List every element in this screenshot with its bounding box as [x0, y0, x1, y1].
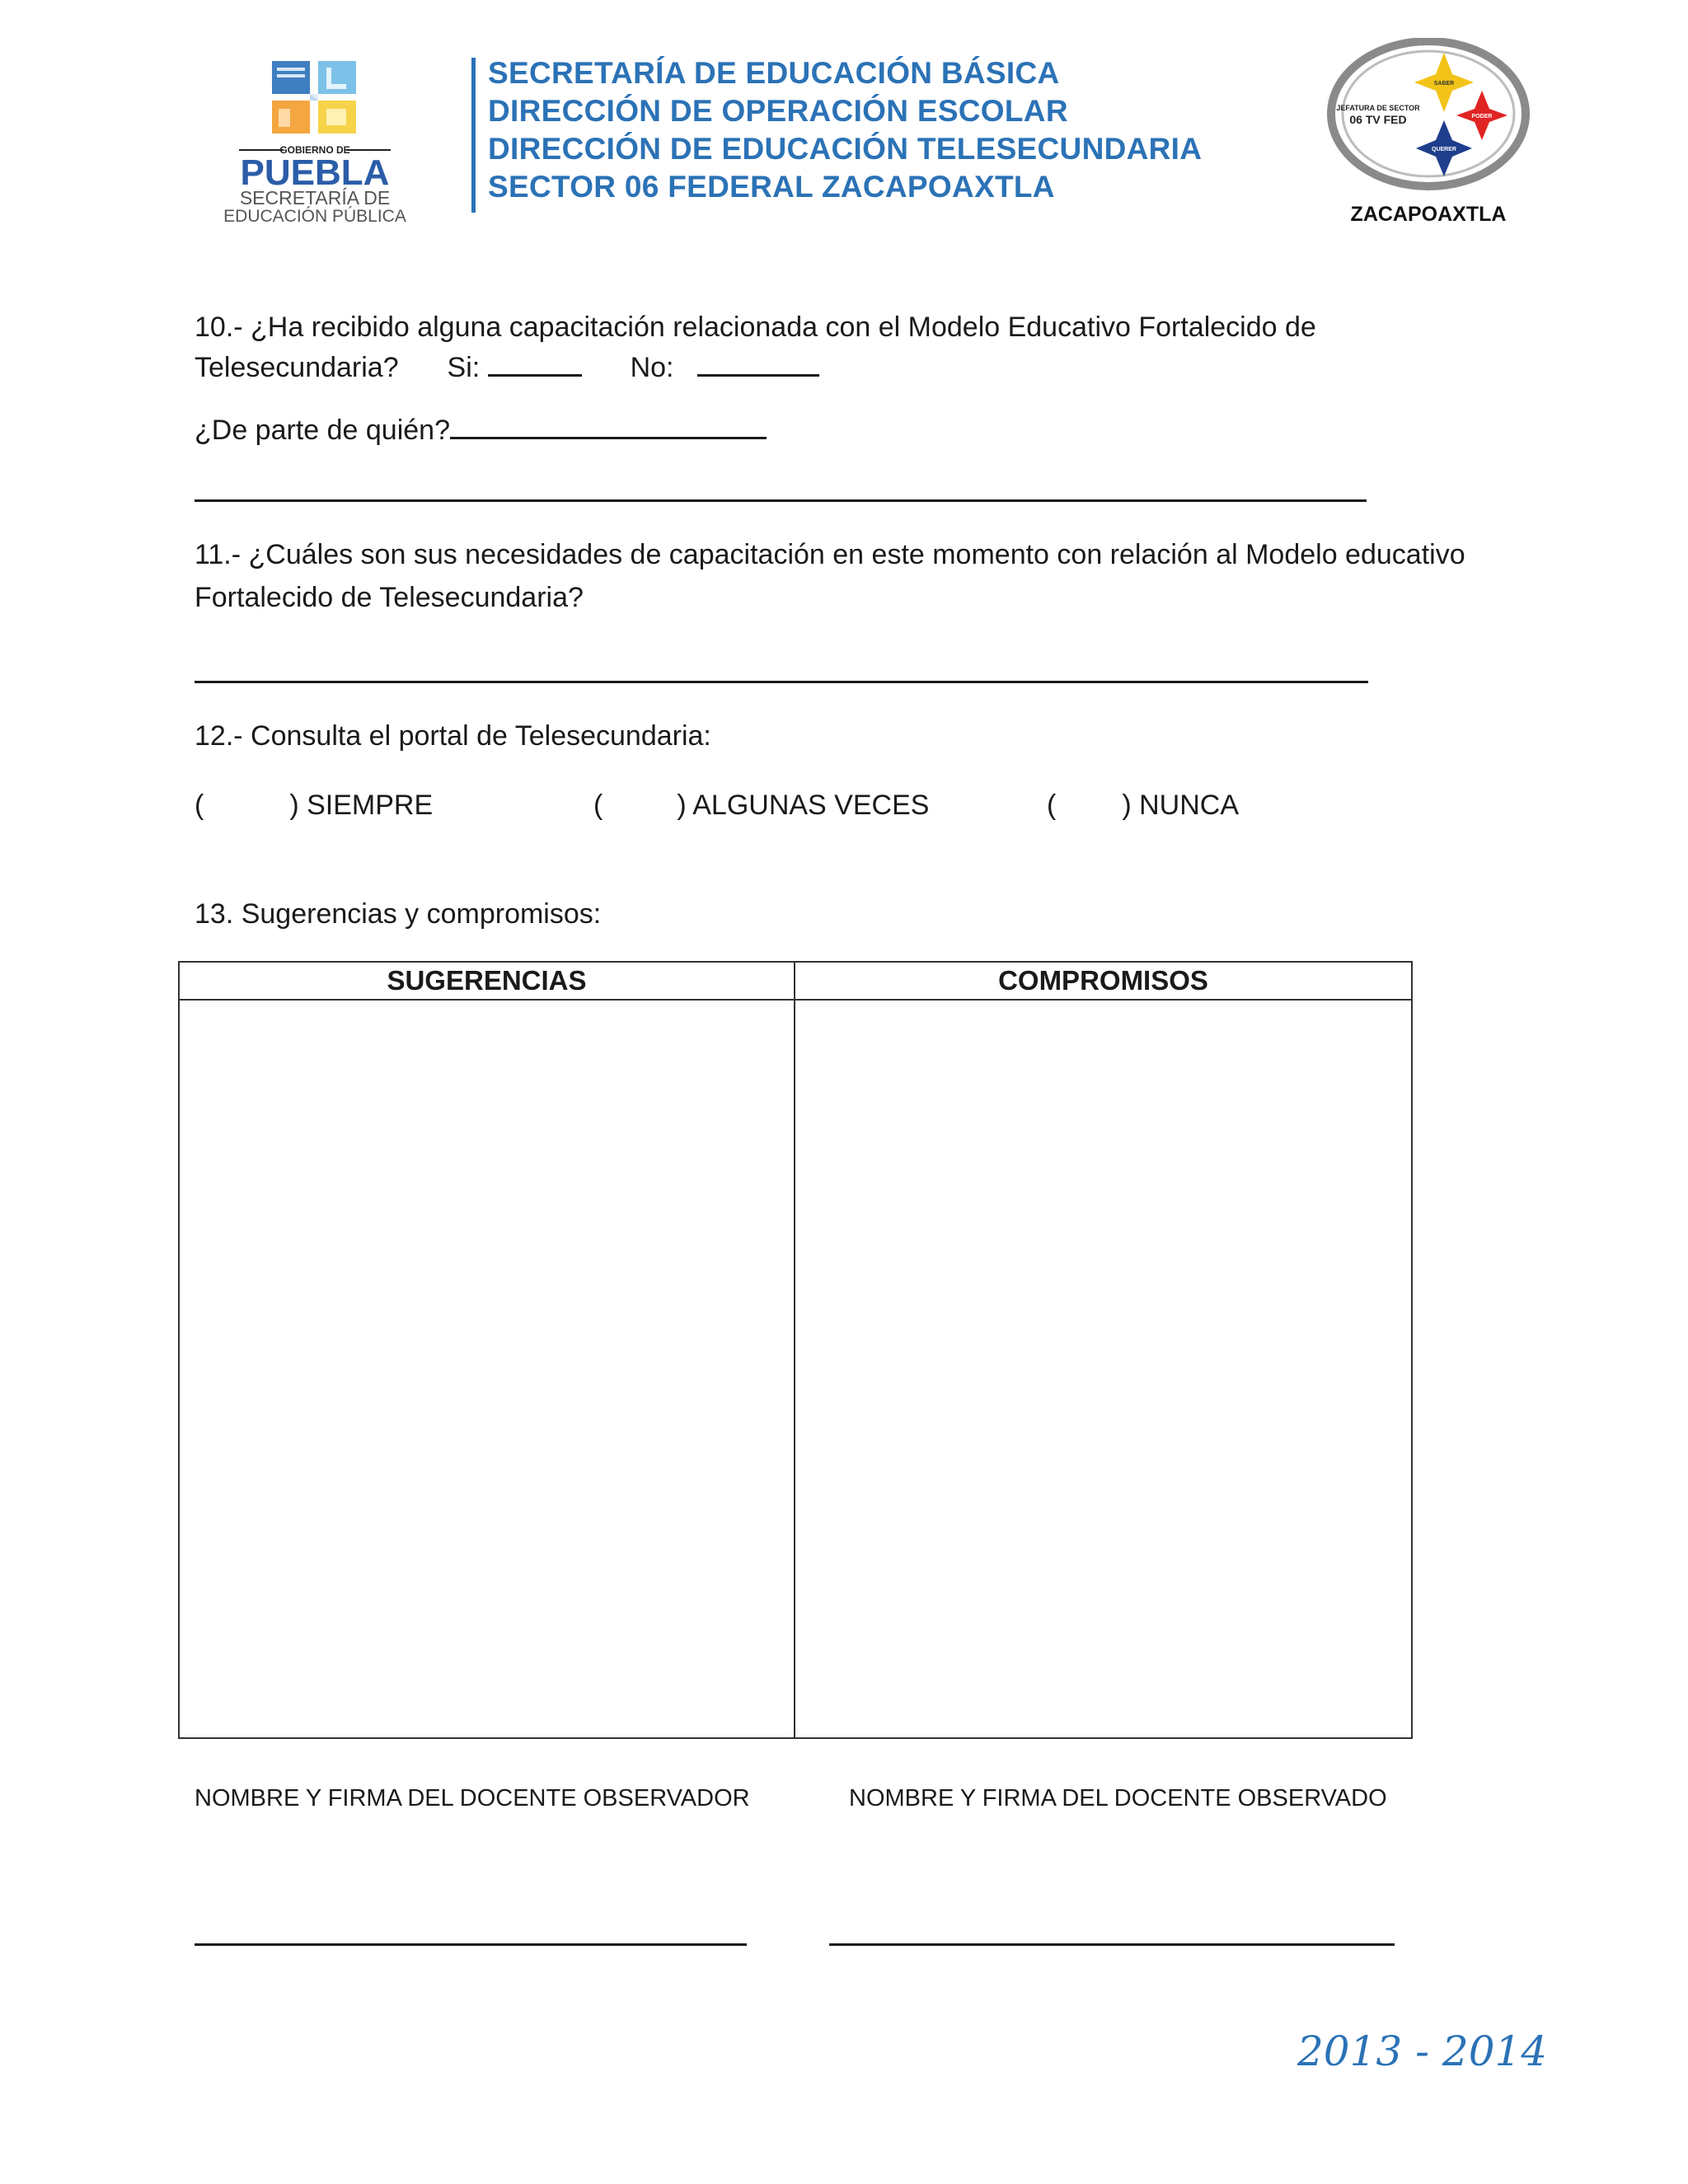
q10-si-field[interactable]: [488, 349, 582, 377]
header-line-3: DIRECCIÓN DE EDUCACIÓN TELESECUNDARIA: [488, 132, 1203, 166]
sector-logo: [1327, 38, 1530, 229]
q12-option-algunas-veces[interactable]: ( ) ALGUNAS VECES: [593, 790, 930, 821]
q12-option-siempre[interactable]: ( ) SIEMPRE: [195, 790, 434, 821]
sector-caption-text: ZACAPOAXTLA: [1350, 203, 1507, 226]
header-divider: [471, 58, 476, 213]
observer-signature-line[interactable]: [195, 1943, 747, 1946]
q10-answer-line[interactable]: [195, 499, 1367, 502]
suggestions-header: SUGERENCIAS: [180, 963, 794, 1001]
q12-algunas-label: ALGUNAS VECES: [692, 790, 930, 821]
header-line-4: SECTOR 06 FEDERAL ZACAPOAXTLA: [488, 170, 1055, 204]
q12-algunas-checkbox[interactable]: (: [593, 790, 603, 821]
commitments-column: [795, 963, 1411, 1737]
header-line-2: DIRECCIÓN DE OPERACIÓN ESCOLAR: [488, 94, 1068, 128]
q11-answer-line[interactable]: [195, 681, 1368, 683]
q10-line-1: 10.- ¿Ha recibido alguna capacitación relacionada con el Modelo Educativo Fortalecido de: [195, 312, 1316, 343]
q10-no-field[interactable]: [697, 349, 819, 377]
puebla-logo: [211, 59, 422, 224]
q10-telesecundaria-label: Telesecundaria?: [195, 352, 399, 383]
q10-si-label: Si:: [447, 352, 481, 383]
suggestions-cell[interactable]: [180, 1001, 794, 1737]
logo-puebla-text: PUEBLA: [240, 152, 390, 193]
sector-emblem-icon: [1327, 38, 1530, 229]
logo-sep-text: EDUCACIÓN PÚBLICA: [223, 207, 406, 224]
q10-from-whom-label: ¿De parte de quién?: [195, 415, 450, 446]
observed-signature-line[interactable]: [829, 1943, 1395, 1946]
sector-06tvfed-text: 06 TV FED: [1349, 113, 1407, 126]
q12-title: 12.- Consulta el portal de Telesecundaria:: [195, 720, 711, 752]
sector-jefatura-text: JEFATURA DE SECTOR: [1336, 104, 1420, 112]
star-poder-label: PODER: [1471, 114, 1493, 120]
q10-no-label: No:: [630, 352, 674, 383]
suggestions-column: [180, 963, 795, 1737]
q12-nunca-label: NUNCA: [1139, 790, 1240, 821]
q12-nunca-checkbox[interactable]: (: [1047, 790, 1057, 821]
school-year: 2013 - 2014: [1297, 2027, 1548, 2075]
observed-signature-label: NOMBRE Y FIRMA DEL DOCENTE OBSERVADO: [849, 1785, 1387, 1811]
commitments-cell[interactable]: [795, 1001, 1411, 1737]
q10-from-whom-field[interactable]: [450, 412, 767, 439]
q10-from-whom-row: [195, 412, 767, 444]
observer-signature-label: NOMBRE Y FIRMA DEL DOCENTE OBSERVADOR: [195, 1785, 750, 1811]
q11-line-2: Fortalecido de Telesecundaria?: [195, 582, 584, 613]
q12-option-nunca[interactable]: ( ) NUNCA: [1047, 790, 1240, 821]
puebla-emblem-icon: [211, 59, 422, 224]
q10-line-2: [195, 349, 819, 382]
header-line-1: SECRETARÍA DE EDUCACIÓN BÁSICA: [488, 56, 1060, 90]
q12-siempre-checkbox[interactable]: (: [195, 790, 204, 821]
logo-gobierno-text: GOBIERNO DE: [279, 144, 350, 156]
star-saber-label: SABER: [1433, 81, 1455, 87]
suggestions-commitments-table: [178, 961, 1413, 1739]
commitments-header: COMPROMISOS: [795, 963, 1411, 1001]
star-querer-label: QUERER: [1432, 147, 1456, 152]
q12-siempre-label: SIEMPRE: [307, 790, 434, 821]
q11-line-1: 11.- ¿Cuáles son sus necesidades de capacitación en este momento con relación al Modelo educativo: [195, 539, 1465, 570]
logo-secretaria-text: SECRETARÍA DE: [239, 187, 391, 209]
q13-title: 13. Sugerencias y compromisos:: [195, 898, 602, 930]
